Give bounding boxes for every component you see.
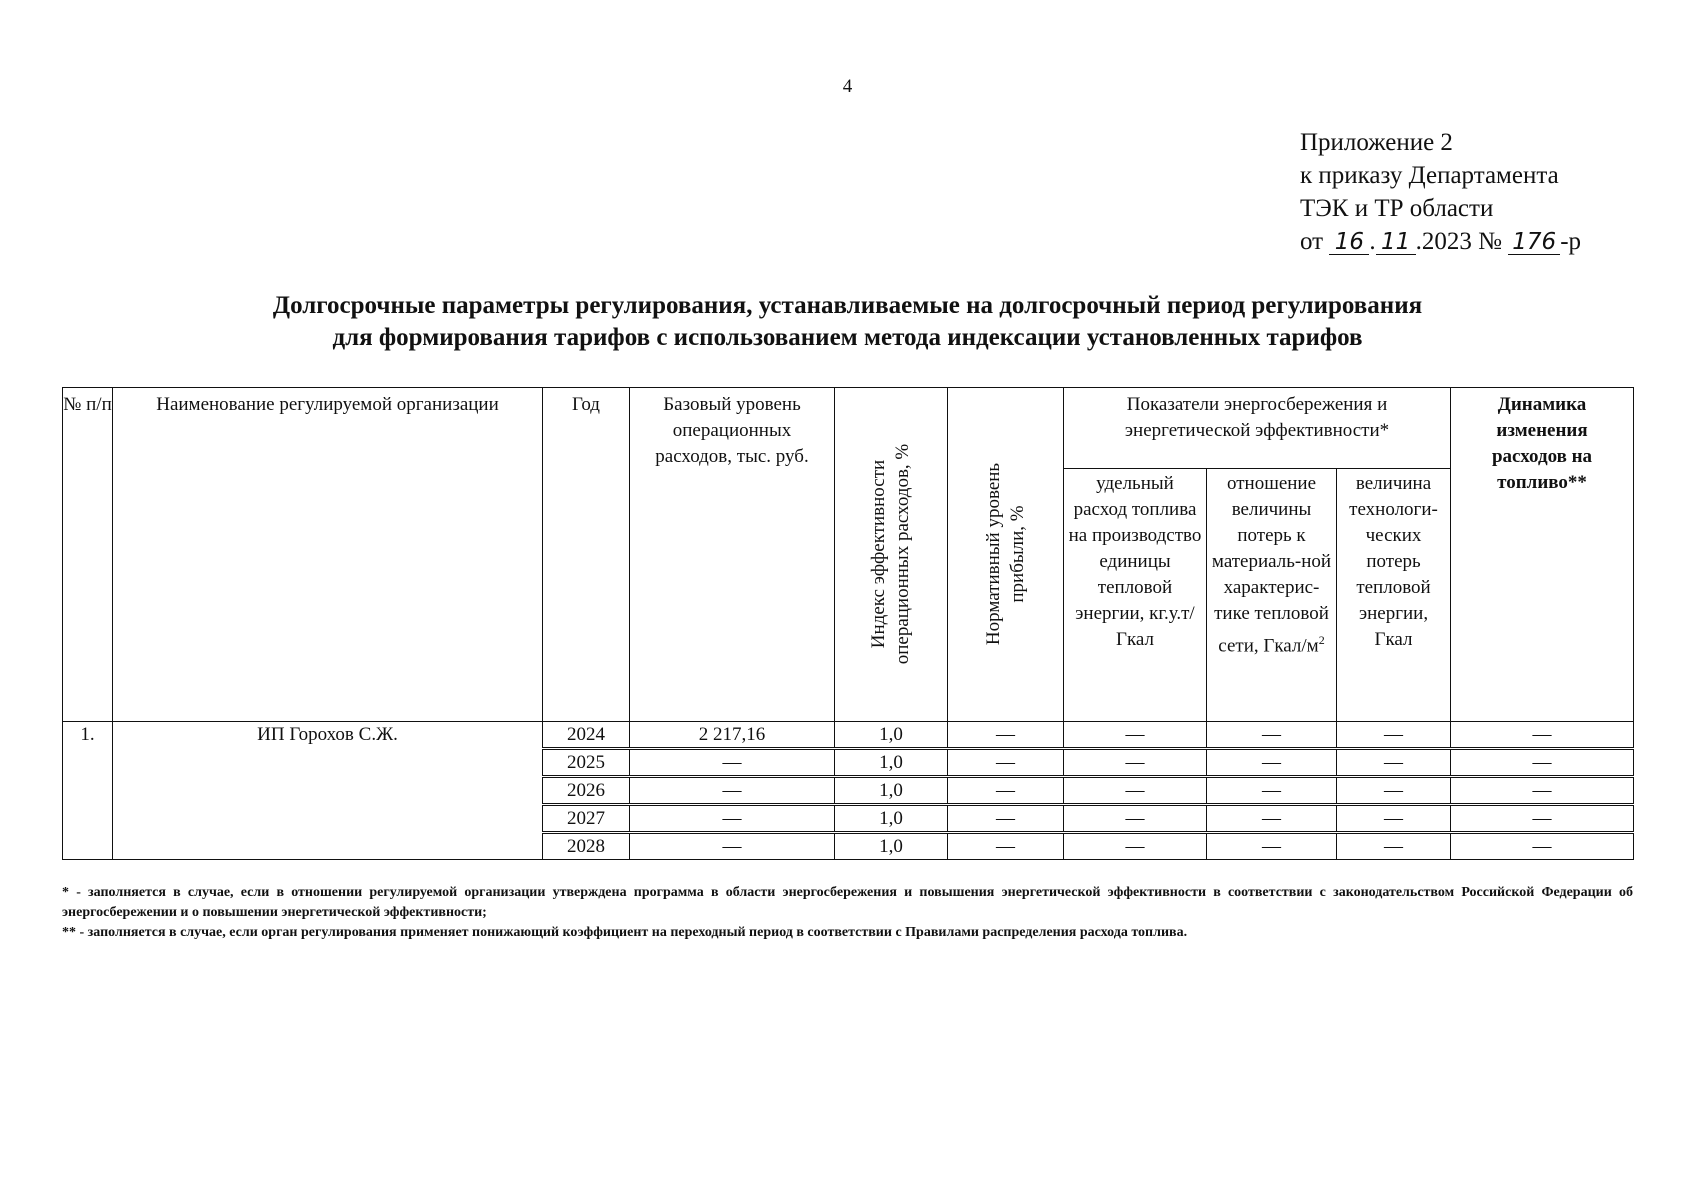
- footnotes: [62, 883, 1633, 943]
- header-profit-level: Нормативный уровень прибыли, %: [948, 388, 1064, 722]
- cell-year: 2028: [543, 833, 630, 860]
- cell-dynamics: —: [1451, 777, 1634, 805]
- row-number: 1.: [63, 722, 113, 860]
- cell-fuel: —: [1064, 805, 1207, 833]
- cell-index: 1,0: [835, 833, 948, 860]
- appendix-date-line: от 16 . 11 .2023 № 176 -р: [1300, 228, 1582, 255]
- cell-loss-ratio: —: [1207, 749, 1337, 777]
- footnote-1: * - заполняется в случае, если в отношении регулируемой организации утверждена программа в области энергосбережения и повышения энергетической эффективности в соответствии с законодательством Российской Федерации об энергосбережении и о повышении энергетической эффективности;: [62, 885, 1633, 920]
- header-specific-fuel: удельный расход топлива на производство единицы тепловой энергии, кг.у.т/Гкал: [1064, 469, 1207, 722]
- title-line-2: для формирования тарифов с использованием метода индексации установленных тарифов: [332, 324, 1363, 351]
- cell-dynamics: —: [1451, 833, 1634, 860]
- cell-tech-loss: —: [1337, 833, 1451, 860]
- handwritten-day: 16: [1329, 230, 1369, 255]
- header-base-opex: Базовый уровень операционных расходов, тыс. руб.: [630, 388, 835, 722]
- title-line-1: Долгосрочные параметры регулирования, устанавливаемые на долгосрочный период регулирования: [272, 292, 1423, 319]
- cell-base: —: [630, 749, 835, 777]
- header-year: Год: [543, 388, 630, 722]
- cell-base: —: [630, 777, 835, 805]
- cell-profit: —: [948, 722, 1064, 749]
- cell-profit: —: [948, 749, 1064, 777]
- cell-base: —: [630, 833, 835, 860]
- cell-year: 2025: [543, 749, 630, 777]
- appendix-line-1: Приложение 2: [1300, 129, 1453, 156]
- cell-dynamics: —: [1451, 749, 1634, 777]
- cell-loss-ratio: —: [1207, 722, 1337, 749]
- handwritten-month: 11: [1376, 230, 1416, 255]
- header-no: № п/п: [63, 388, 113, 722]
- cell-tech-loss: —: [1337, 722, 1451, 749]
- footnote-2: ** - заполняется в случае, если орган регулирования применяет понижающий коэффициент на переходный период в соответствии с Правилами распределения расхода топлива.: [62, 925, 1188, 940]
- cell-tech-loss: —: [1337, 805, 1451, 833]
- organization-name: ИП Горохов С.Ж.: [113, 722, 543, 860]
- order-suffix: -р: [1560, 228, 1582, 255]
- cell-fuel: —: [1064, 749, 1207, 777]
- cell-year: 2027: [543, 805, 630, 833]
- header-fuel-dynamics: Динамика изменения расходов на топливо**: [1451, 388, 1634, 722]
- appendix-block: [1300, 126, 1581, 258]
- cell-index: 1,0: [835, 749, 948, 777]
- header-tech-losses: величина технологи-ческих потерь тепловой энергии, Гкал: [1337, 469, 1451, 722]
- cell-index: 1,0: [835, 777, 948, 805]
- header-energy-indicators: Показатели энергосбережения и энергетической эффективности*: [1064, 388, 1451, 469]
- document-title: [0, 290, 1695, 354]
- parameters-table: [62, 387, 1634, 860]
- cell-tech-loss: —: [1337, 777, 1451, 805]
- header-name: Наименование регулируемой организации: [113, 388, 543, 722]
- cell-index: 1,0: [835, 722, 948, 749]
- cell-profit: —: [948, 805, 1064, 833]
- cell-loss-ratio: —: [1207, 777, 1337, 805]
- appendix-line-2: к приказу Департамента: [1300, 162, 1559, 189]
- cell-fuel: —: [1064, 833, 1207, 860]
- date-prefix: от: [1300, 228, 1324, 255]
- header-efficiency-index: Индекс эффективности операционных расходов, %: [835, 388, 948, 722]
- cell-index: 1,0: [835, 805, 948, 833]
- table-row: [63, 722, 1634, 749]
- cell-loss-ratio: —: [1207, 833, 1337, 860]
- appendix-line-3: ТЭК и ТР области: [1300, 195, 1494, 222]
- cell-fuel: —: [1064, 777, 1207, 805]
- cell-base: 2 217,16: [630, 722, 835, 749]
- cell-year: 2026: [543, 777, 630, 805]
- cell-year: 2024: [543, 722, 630, 749]
- header-loss-ratio: отношение величины потерь к материаль-ной характерис-тике тепловой сети, Гкал/$м^2$: [1207, 469, 1337, 722]
- handwritten-order-number: 176: [1508, 230, 1560, 255]
- cell-loss-ratio: —: [1207, 805, 1337, 833]
- cell-dynamics: —: [1451, 805, 1634, 833]
- cell-tech-loss: —: [1337, 749, 1451, 777]
- year-and-number-sign: .2023 №: [1415, 228, 1502, 255]
- cell-fuel: —: [1064, 722, 1207, 749]
- cell-dynamics: —: [1451, 722, 1634, 749]
- page-number: 4: [842, 76, 853, 97]
- cell-base: —: [630, 805, 835, 833]
- cell-profit: —: [948, 777, 1064, 805]
- cell-profit: —: [948, 833, 1064, 860]
